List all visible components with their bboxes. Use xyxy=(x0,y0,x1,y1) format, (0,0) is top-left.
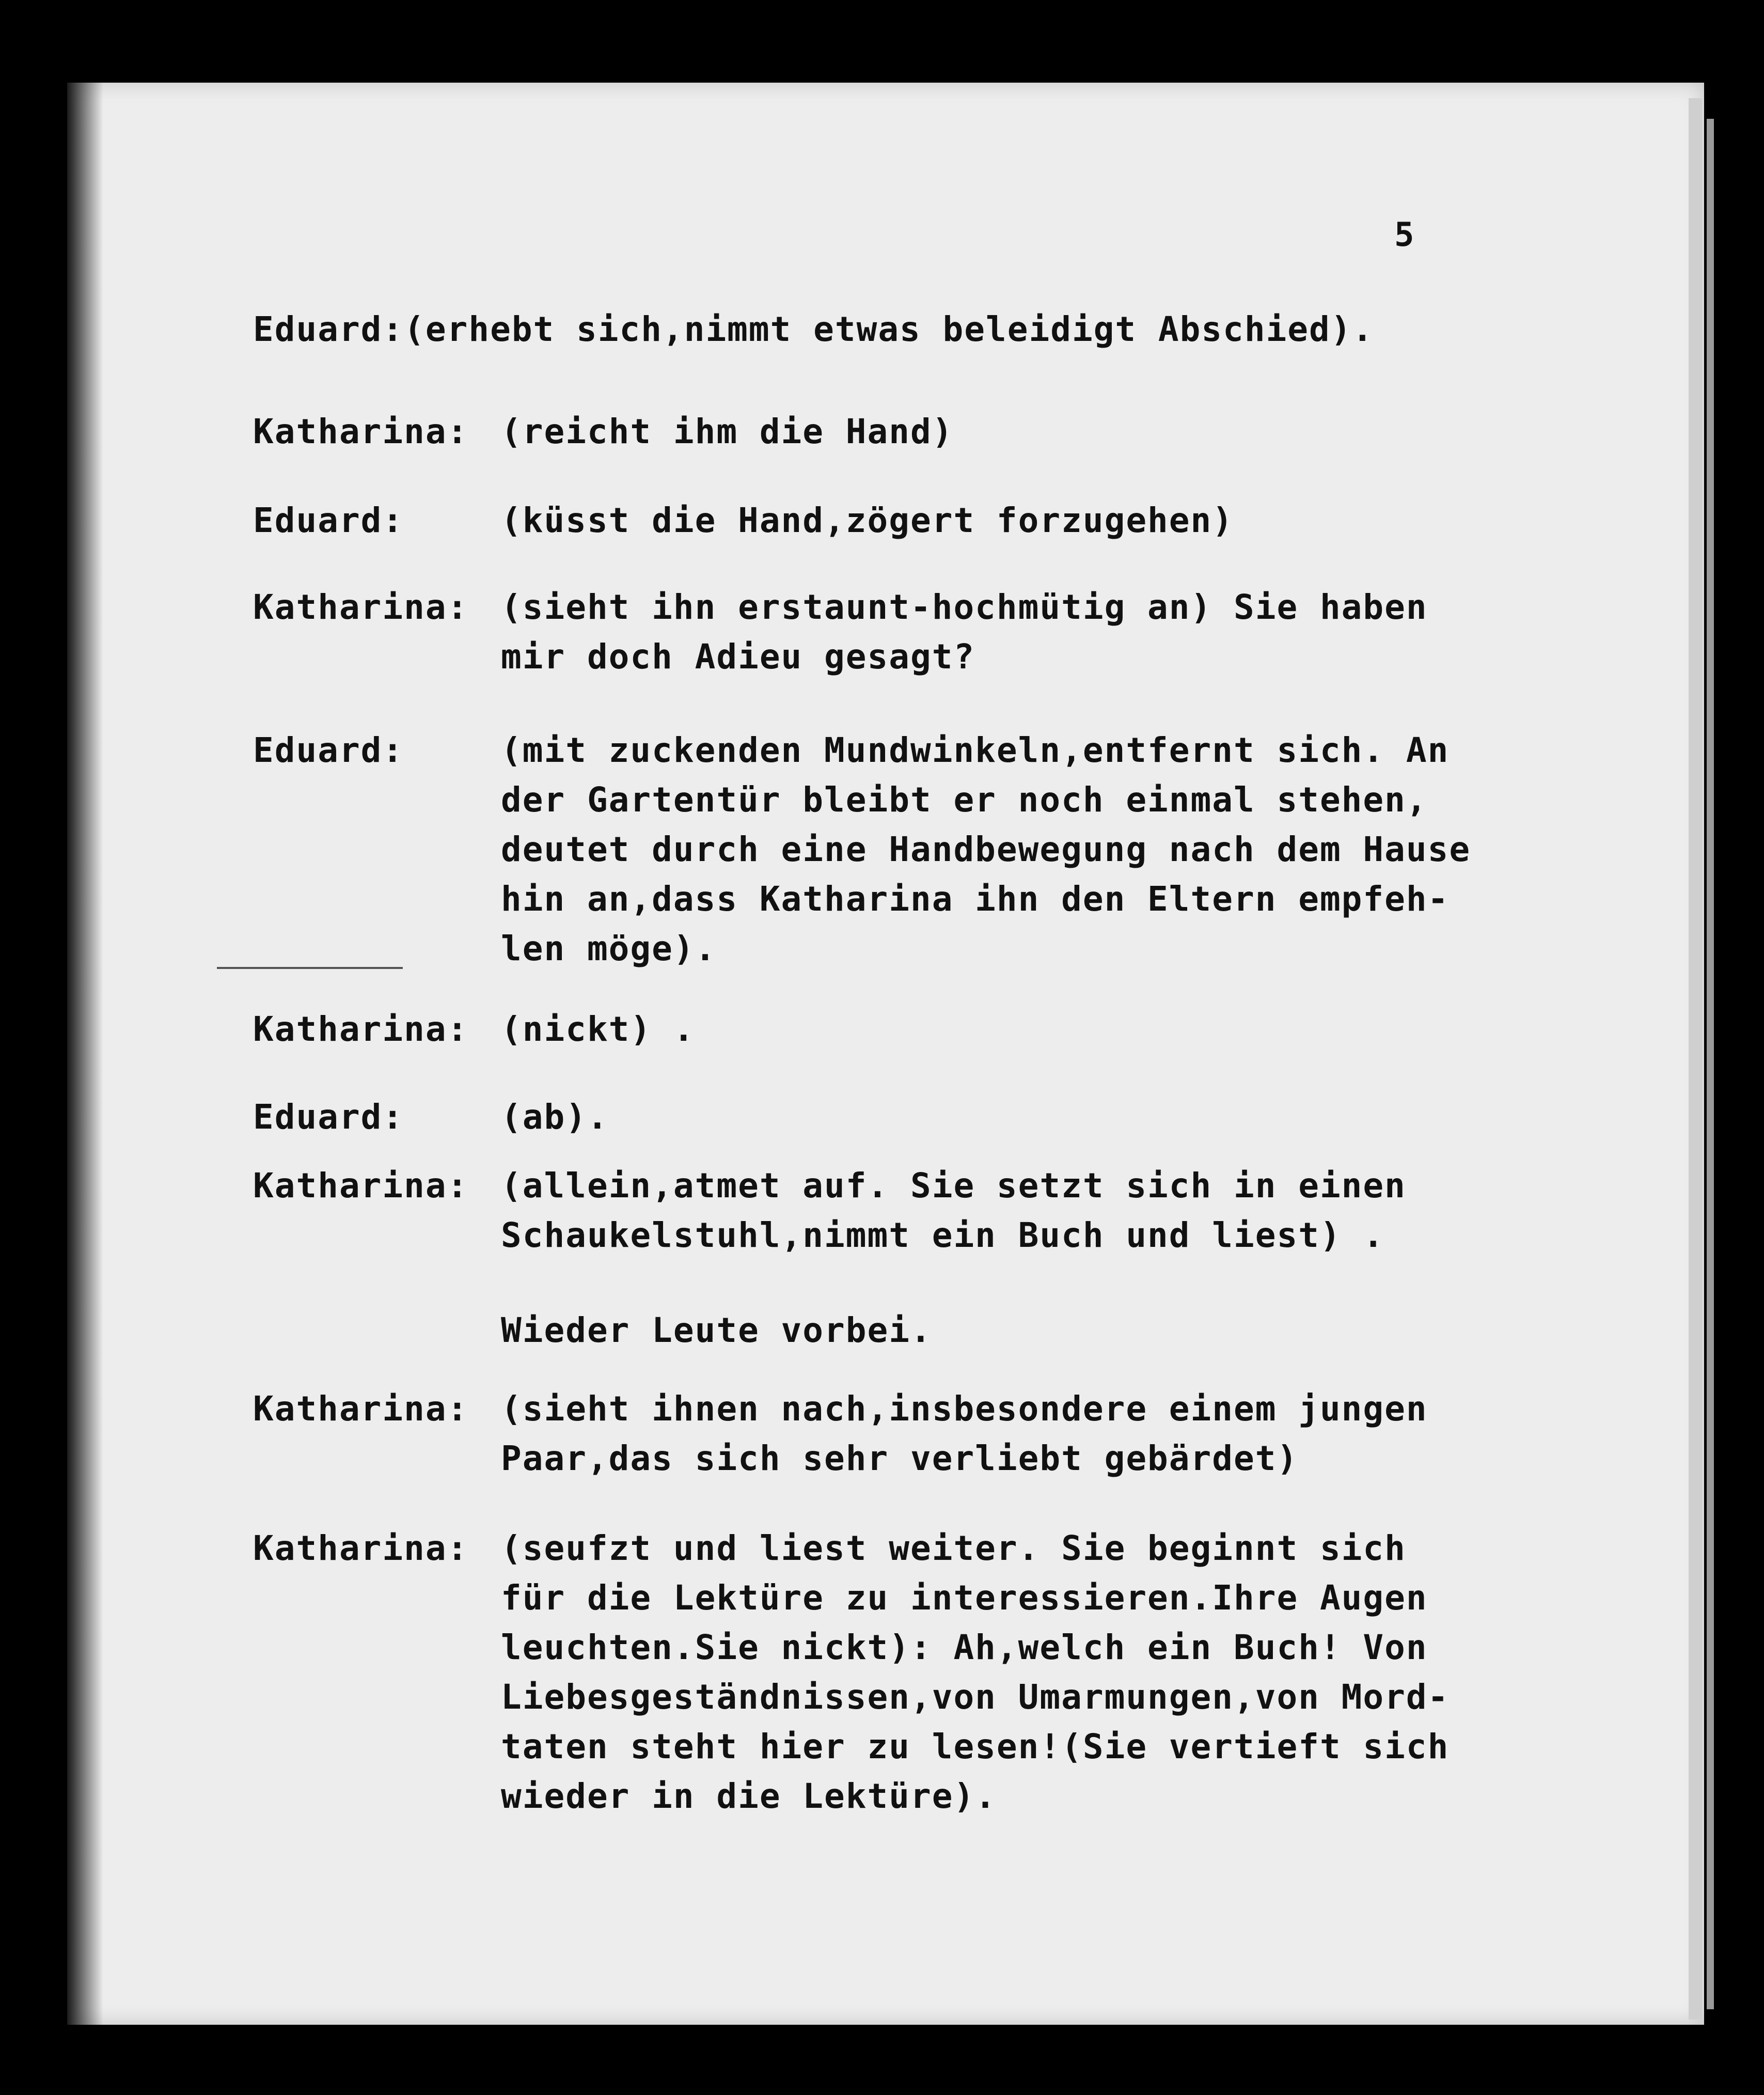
entry-text xyxy=(501,1005,1590,1054)
entry-text xyxy=(501,1161,1590,1260)
text-line: hin an,dass Katharina ihn den Eltern empfeh- xyxy=(501,879,1450,919)
entry-text xyxy=(501,726,1590,974)
text-line: (ab). xyxy=(501,1097,609,1137)
text-line: (mit zuckenden Mundwinkeln,entfernt sich. An xyxy=(501,730,1450,770)
page-edge-inner xyxy=(1707,119,1714,2009)
text-line: len möge). xyxy=(501,929,717,968)
text-line: (seufzt und liest weiter. Sie beginnt sich xyxy=(501,1528,1406,1568)
text-line: Liebesgeständnissen,von Umarmungen,von Mord- xyxy=(501,1677,1450,1717)
entry-text xyxy=(501,407,1590,457)
text-line: wieder in die Lektüre). xyxy=(501,1776,997,1816)
stray-mark xyxy=(217,967,403,969)
text-line: mir doch Adieu gesagt? xyxy=(501,637,975,677)
text-line: leuchten.Sie nickt): Ah,welch ein Buch! Von xyxy=(501,1628,1428,1667)
speaker-name: Katharina: xyxy=(253,587,469,627)
speaker-name: Eduard: xyxy=(253,501,404,540)
text-line: taten steht hier zu lesen!(Sie vertieft sich xyxy=(501,1727,1450,1766)
text-line: Schaukelstuhl,nimmt ein Buch und liest) . xyxy=(501,1215,1385,1255)
text-line: (sieht ihnen nach,insbesondere einem jungen xyxy=(501,1389,1428,1429)
text-line: Eduard:(erhebt sich,nimmt etwas beleidigt Abschied). xyxy=(253,309,1374,349)
speaker-name: Katharina: xyxy=(253,412,469,451)
speaker-name: Katharina: xyxy=(253,1009,469,1049)
speaker-name: Eduard: xyxy=(253,1097,404,1137)
entry-text xyxy=(501,1384,1590,1483)
page-shadow xyxy=(67,83,103,2025)
text-line: (sieht ihn erstaunt-hochmütig an) Sie haben xyxy=(501,587,1428,627)
text-line: (nickt) . xyxy=(501,1009,695,1049)
entry-text xyxy=(253,305,1590,354)
speaker-name: Eduard: xyxy=(253,730,404,770)
speaker-name: Katharina: xyxy=(253,1166,469,1206)
entry-text xyxy=(501,1524,1590,1821)
page-edge xyxy=(1689,98,1702,2020)
page-number: 5 xyxy=(1394,216,1414,254)
entry-text xyxy=(501,1306,1590,1355)
entry-text xyxy=(501,496,1590,545)
text-line: deutet durch eine Handbewegung nach dem Hause xyxy=(501,830,1471,869)
text-line: für die Lektüre zu interessieren.Ihre Augen xyxy=(501,1578,1428,1618)
text-line: (allein,atmet auf. Sie setzt sich in einen xyxy=(501,1166,1406,1206)
text-line: Wieder Leute vorbei. xyxy=(501,1310,932,1350)
entry-text xyxy=(501,1092,1590,1142)
text-line: Paar,das sich sehr verliebt gebärdet) xyxy=(501,1439,1299,1478)
text-line: (küsst die Hand,zögert forzugehen) xyxy=(501,501,1234,540)
entry-text xyxy=(501,583,1590,682)
speaker-name: Katharina: xyxy=(253,1389,469,1429)
speaker-name: Katharina: xyxy=(253,1528,469,1568)
text-line: der Gartentür bleibt er noch einmal stehen, xyxy=(501,780,1428,820)
text-line: (reicht ihm die Hand) xyxy=(501,412,954,451)
